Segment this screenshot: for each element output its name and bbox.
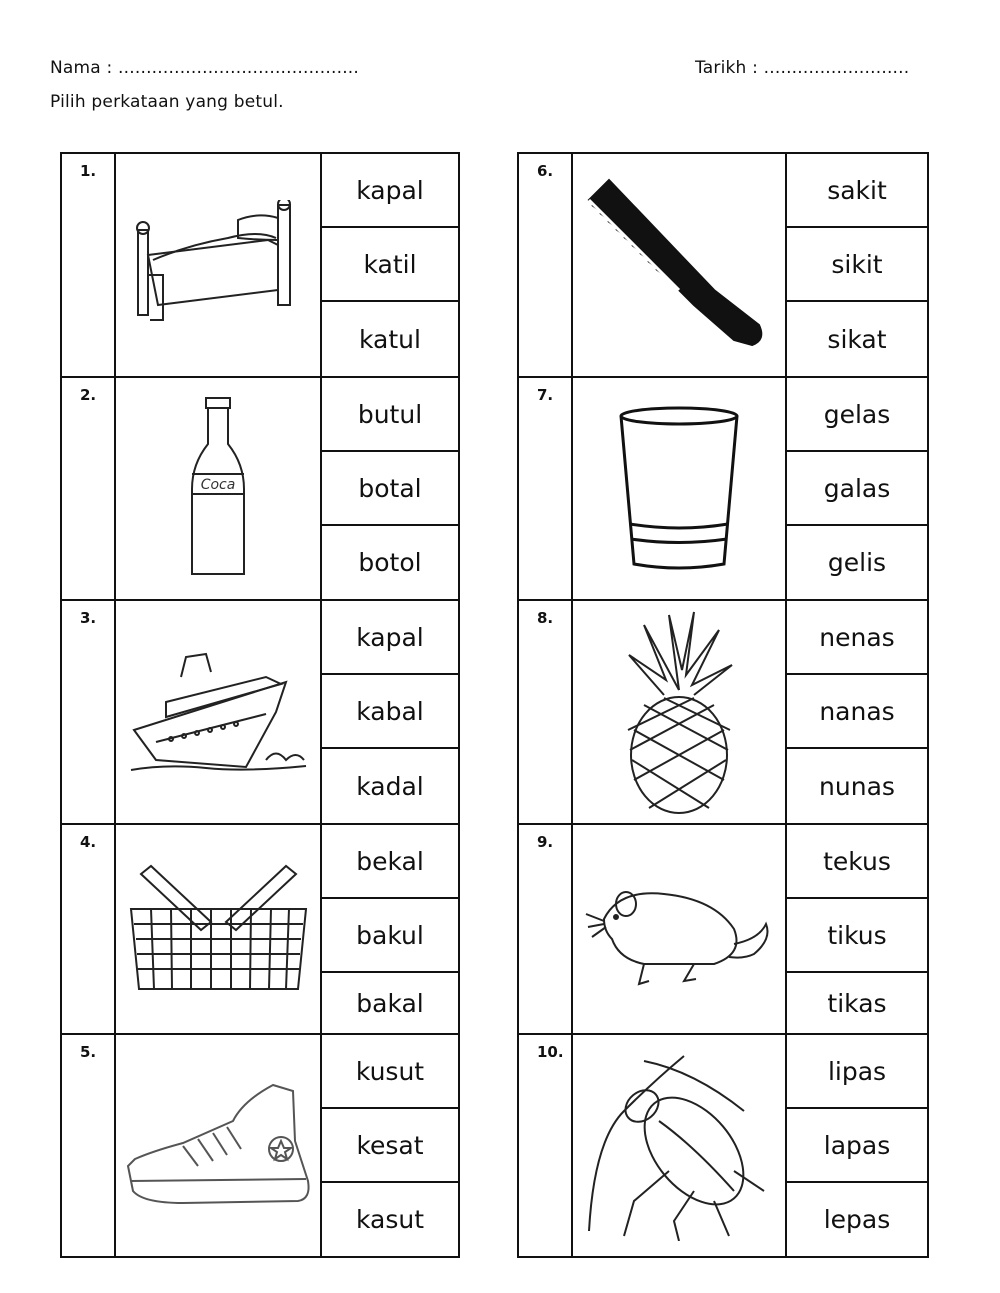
answer-option[interactable]: tikas [827, 988, 887, 1018]
name-field-label: Nama : ........................................... [50, 58, 360, 78]
bed-icon [116, 154, 322, 376]
answer-option[interactable]: sikit [787, 228, 927, 302]
question-row-9 [519, 825, 927, 1035]
shoe-icon [116, 1035, 322, 1256]
question-row-6 [519, 154, 927, 378]
question-number: 2. [62, 378, 116, 599]
answer-option[interactable]: gelas [787, 378, 927, 452]
glass-icon [573, 378, 787, 599]
answer-option[interactable]: tikus [787, 899, 927, 973]
instruction-text: Pilih perkataan yang betul. [50, 92, 284, 112]
basket-icon [116, 825, 322, 1033]
answer-option[interactable]: kasut [355, 1205, 425, 1234]
question-row-4 [62, 825, 458, 1035]
answer-option[interactable]: kadal [356, 771, 424, 801]
answer-option[interactable]: kesat [322, 1109, 458, 1183]
question-row-1 [62, 154, 458, 378]
answer-option[interactable]: lipas [787, 1035, 927, 1109]
left-question-table [60, 152, 460, 1258]
answer-option[interactable]: kusut [322, 1035, 458, 1109]
answer-option[interactable]: galas [787, 452, 927, 526]
answer-option[interactable]: kapal [322, 154, 458, 228]
answer-option[interactable]: lapas [787, 1109, 927, 1183]
answer-option[interactable]: tekus [787, 825, 927, 899]
answer-option[interactable]: botol [358, 548, 422, 577]
svg-text:Coca: Coca [200, 476, 236, 493]
rat-icon [573, 825, 787, 1033]
answer-option[interactable]: bakal [356, 988, 424, 1018]
answer-option[interactable]: nenas [787, 601, 927, 675]
answer-option[interactable]: katil [322, 228, 458, 302]
question-number: 6. [519, 154, 573, 376]
answer-option[interactable]: lepas [823, 1205, 891, 1234]
question-number: 5. [62, 1035, 116, 1256]
question-number: 4. [62, 825, 116, 1033]
answer-option[interactable]: nanas [787, 675, 927, 749]
answer-option[interactable]: botal [322, 452, 458, 526]
answer-option[interactable]: kabal [322, 675, 458, 749]
answer-option[interactable]: gelis [827, 548, 887, 577]
pineapple-icon [573, 601, 787, 823]
question-row-2 [62, 378, 458, 601]
answer-option[interactable]: nunas [819, 771, 895, 801]
question-number: 7. [519, 378, 573, 599]
ship-icon [116, 601, 322, 823]
answer-option[interactable]: sakit [787, 154, 927, 228]
question-number: 3. [62, 601, 116, 823]
question-row-7 [519, 378, 927, 601]
question-number: 1. [62, 154, 116, 376]
answer-option[interactable]: kapal [322, 601, 458, 675]
question-number: 9. [519, 825, 573, 1033]
question-row-3 [62, 601, 458, 825]
question-row-5 [62, 1035, 458, 1256]
answer-option[interactable]: bekal [322, 825, 458, 899]
right-question-table [517, 152, 929, 1258]
bottle-icon [116, 378, 322, 599]
answer-option[interactable]: butul [322, 378, 458, 452]
question-number: 8. [519, 601, 573, 823]
question-number: 10. [519, 1035, 573, 1256]
question-row-10 [519, 1035, 927, 1256]
cockroach-icon [573, 1035, 787, 1256]
answer-option[interactable]: bakul [322, 899, 458, 973]
date-field-label: Tarikh : .......................... [695, 58, 910, 78]
answer-option[interactable]: sikat [827, 324, 887, 354]
question-row-8 [519, 601, 927, 825]
answer-option[interactable]: katul [359, 324, 421, 354]
comb-icon [573, 154, 787, 376]
